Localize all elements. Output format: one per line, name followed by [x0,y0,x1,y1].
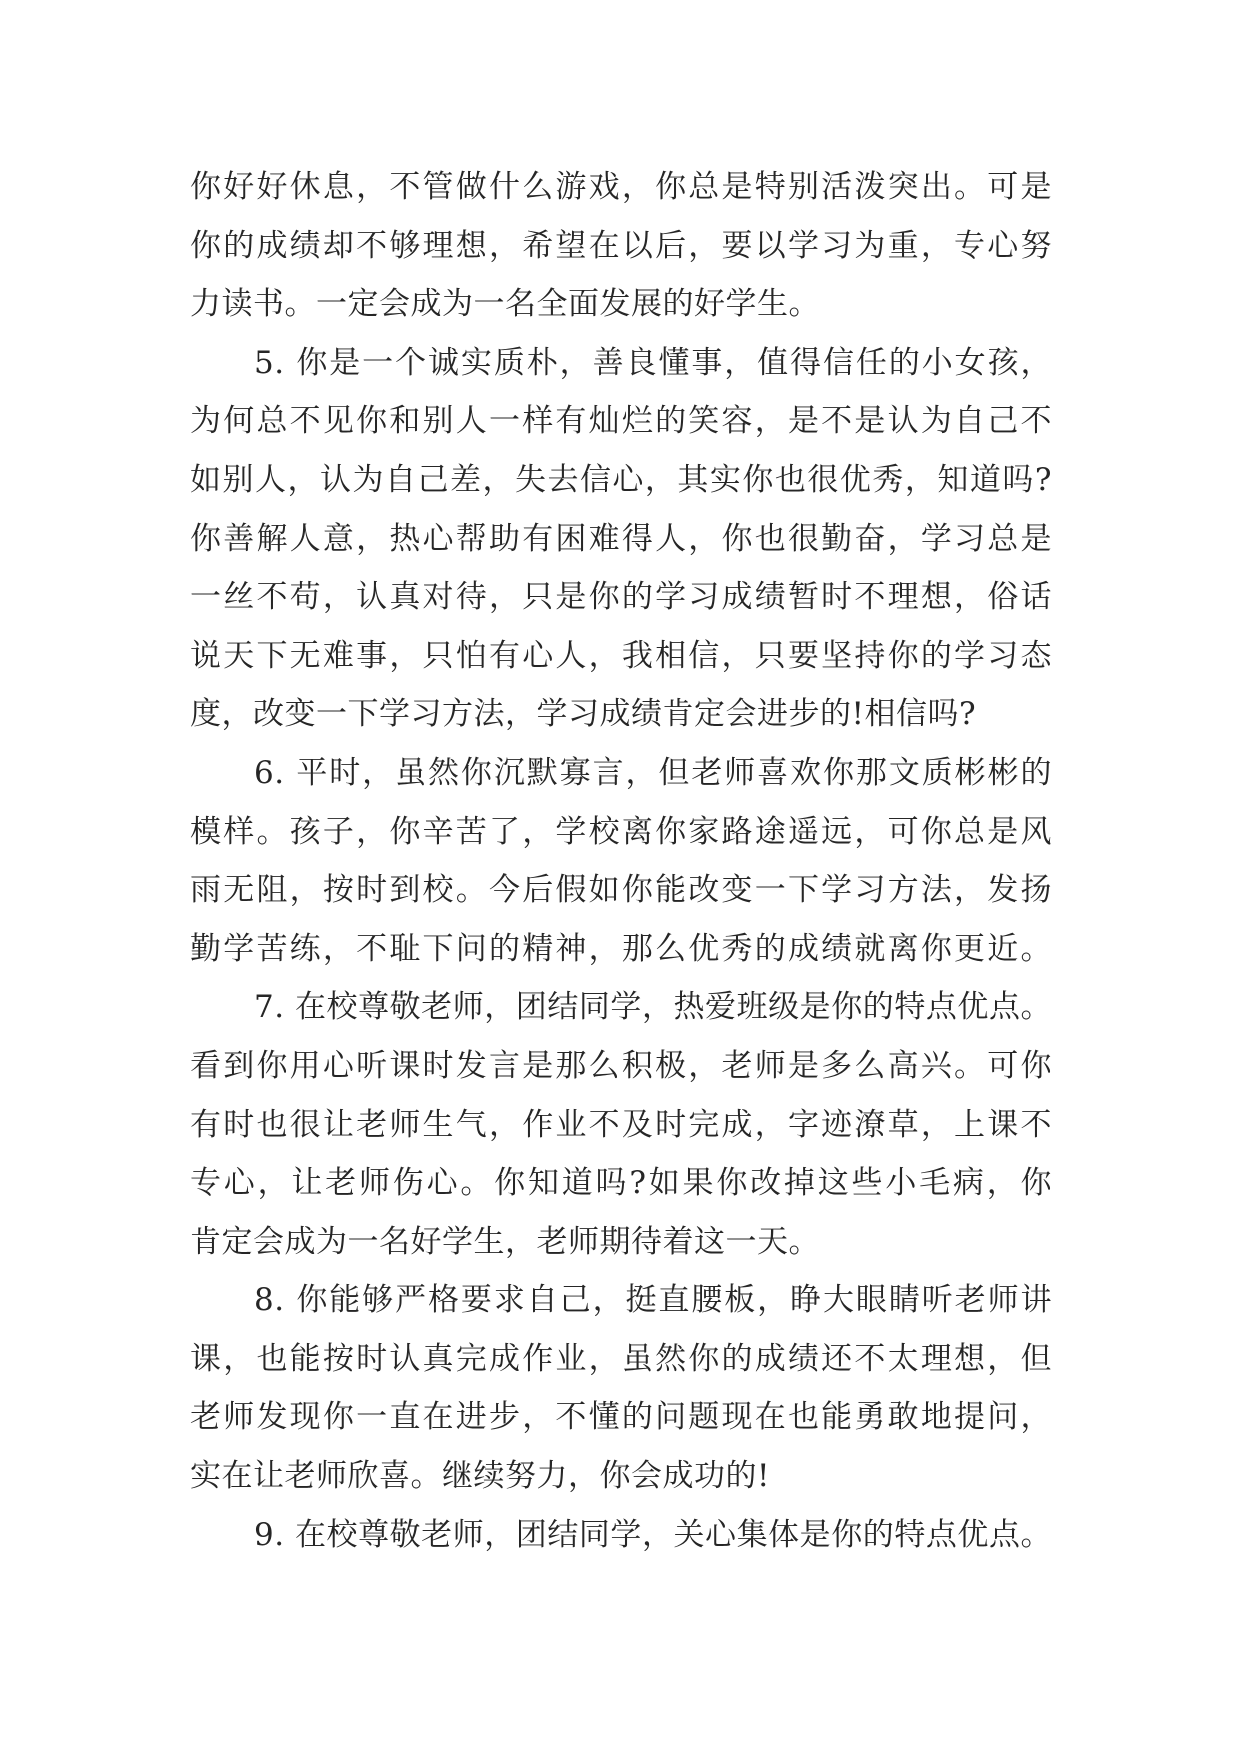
paragraph-5-first-line: 5. 你是一个诚实质朴，善良懂事，值得信任的小女孩， [254,344,1052,381]
document-body [190,158,1052,1564]
paragraph-6-first-line: 6. 平时，虽然你沉默寡言，但老师喜欢你那文质彬彬的 [254,754,1052,791]
paragraph-9-first-line: 9. 在校尊敬老师，团结同学，关心集体是你的特点优点。 [254,1516,1052,1553]
text-line: 力读书。一定会成为一名全面发展的好学生。 [190,286,820,323]
text-line: 肯定会成为一名好学生，老师期待着这一天。 [190,1223,820,1260]
text-line: 专心，让老师伤心。你知道吗?如果你改掉这些小毛病，你 [190,1165,1052,1202]
text-line: 实在让老师欣喜。继续努力，你会成功的! [190,1458,770,1495]
text-line: 模样。孩子，你辛苦了，学校离你家路途遥远，可你总是风 [190,813,1052,850]
text-line: 课，也能按时认真完成作业，虽然你的成绩还不太理想，但 [190,1340,1052,1377]
text-line: 老师发现你一直在进步，不懂的问题现在也能勇敢地提问， [190,1399,1052,1436]
text-line: 有时也很让老师生气，作业不及时完成，字迹潦草，上课不 [190,1106,1052,1143]
text-line: 度，改变一下学习方法，学习成绩肯定会进步的!相信吗? [190,696,977,733]
text-line: 为何总不见你和别人一样有灿烂的笑容，是不是认为自己不 [190,403,1052,440]
text-line: 你的成绩却不够理想，希望在以后，要以学习为重，专心努 [190,227,1052,264]
text-line: 你善解人意，热心帮助有困难得人，你也很勤奋，学习总是 [190,520,1052,557]
text-line: 看到你用心听课时发言是那么积极，老师是多么高兴。可你 [190,1047,1052,1084]
text-line: 一丝不苟，认真对待，只是你的学习成绩暂时不理想，俗话 [190,579,1052,616]
paragraph-8-first-line: 8. 你能够严格要求自己，挺直腰板，睁大眼睛听老师讲 [254,1282,1052,1319]
text-line: 如别人，认为自己差，失去信心，其实你也很优秀，知道吗? [190,461,1052,498]
paragraph-7-first-line: 7. 在校尊敬老师，团结同学，热爱班级是你的特点优点。 [254,989,1052,1026]
text-line: 雨无阻，按时到校。今后假如你能改变一下学习方法，发扬 [190,872,1052,909]
text-line: 说天下无难事，只怕有心人，我相信，只要坚持你的学习态 [190,637,1052,674]
text-line: 你好好休息，不管做什么游戏，你总是特别活泼突出。可是 [190,169,1052,205]
text-line: 勤学苦练，不耻下问的精神，那么优秀的成绩就离你更近。 [190,930,1052,967]
